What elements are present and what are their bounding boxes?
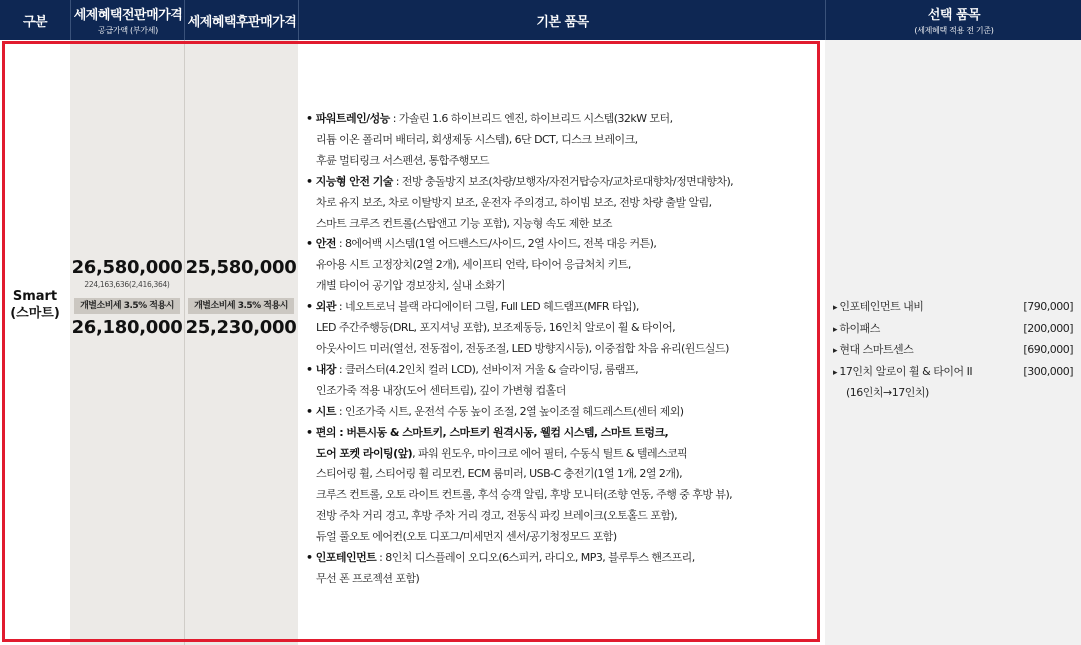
basic-item-line [306, 276, 816, 297]
basic-item-label: • 지능형 안전 기술 [306, 174, 393, 188]
basic-item-text: 전방 주차 거리 경고, 후방 주차 거리 경고, 전동식 파킹 브레이크(오토홀드 포함), [316, 509, 678, 523]
basic-item-text: : 가솔린 1.6 하이브리드 엔진, 하이브리드 시스템(32kW 모터, [389, 112, 673, 125]
price-before-column [70, 40, 184, 645]
basic-item-line [306, 464, 816, 485]
basic-item-line [306, 255, 816, 276]
header-options-sub: (세제혜택 적용 전 기준) [914, 26, 994, 35]
basic-item-line [306, 402, 816, 423]
basic-item-line [306, 569, 816, 590]
basic-item-text: : 8에어백 시스템(1열 어드밴스드/사이드, 2열 사이드, 전복 대응 커튼), [335, 237, 657, 251]
option-item [833, 340, 1073, 362]
trim-name [0, 288, 70, 322]
basic-item-line [306, 193, 816, 214]
option-name: ▸ 인포테인먼트 내비 [833, 297, 923, 319]
basic-item-text: : 네오트로닉 블랙 라디에이터 그릴, Full LED 헤드램프(MFR 타입), [335, 300, 639, 314]
option-price: [300,000] [1023, 364, 1073, 378]
option-item [833, 297, 1073, 319]
basic-item-line [306, 214, 816, 235]
basic-item-line [306, 297, 816, 318]
basic-item-line [306, 527, 816, 548]
basic-item-line [306, 172, 816, 193]
tax-tag: 개별소비세 3.5% 적용시 [188, 298, 294, 314]
basic-item-line [306, 444, 816, 465]
basic-item-label: • 안전 [306, 237, 336, 251]
basic-item-text: : 인조가죽 시트, 운전석 수동 높이 조절, 2열 높이조절 헤드레스트(센터 제외) [335, 404, 684, 418]
trim-column [0, 40, 70, 645]
basic-item-line [306, 151, 816, 172]
basic-item-text: : 전방 충돌방지 보조(차량/보행자/자전거탑승자/교차로대향차/정면대향차), [392, 174, 734, 188]
header-options [825, 0, 1081, 40]
option-name: ▸ 17인치 알로이 휠 & 타이어 II [833, 362, 972, 384]
basic-item-line [306, 381, 816, 402]
basic-item-text: 후륜 멀티링크 서스펜션, 통합주행모드 [316, 153, 490, 167]
option-name: ▸ 하이패스 [833, 319, 880, 341]
option-price: [200,000] [1023, 321, 1073, 335]
price-before-value: 26,580,000 [71, 257, 183, 278]
basic-item-text: 아웃사이드 미러(열선, 전동접이, 전동조절, LED 방향지시등), 이중접합 차음 유리(윈드실드) [316, 341, 729, 355]
basic-item-text: 인조가죽 적용 내장(도어 센터트림), 깊이 가변형 컵홀더 [316, 383, 566, 397]
basic-item-text: 유아용 시트 고정장치(2열 2개), 세이프티 언락, 타이어 응급처치 키트, [316, 258, 631, 272]
price-after-column [184, 40, 299, 645]
price-after-value: 25,580,000 [185, 257, 297, 278]
basic-item [306, 109, 816, 172]
price-before-supply: 224,163,636(2,416,364) [84, 280, 170, 289]
basic-item-text: LED 주간주행등(DRL, 포지셔닝 포함), 보조제동등, 16인치 알로이 휠 & 타이어, [316, 321, 676, 335]
header-category-label: 구분 [22, 14, 48, 30]
price-after-spacer [184, 280, 298, 290]
basic-item-line [306, 485, 816, 506]
basic-item-line [306, 234, 816, 255]
header-price-before [70, 0, 185, 40]
basic-item-text: 차로 유지 보조, 차로 이탈방지 보조, 운전자 주의경고, 하이빔 보조, 전방 차량 출발 알림, [316, 195, 712, 209]
basic-item [306, 360, 816, 402]
header-basic-items-title: 기본 품목 [536, 14, 589, 30]
basic-item-label: • 외관 [306, 300, 336, 314]
basic-item [306, 402, 816, 423]
basic-item-line [306, 506, 816, 527]
basic-item-label: • 편의 [306, 425, 336, 439]
option-item [833, 362, 1073, 384]
basic-item [306, 423, 816, 548]
option-item [833, 319, 1073, 341]
basic-item-line [306, 423, 816, 444]
basic-item-line [306, 360, 816, 381]
basic-item-text: 무선 폰 프로젝션 포함) [316, 571, 420, 585]
basic-item-line [306, 130, 816, 151]
basic-item-text: : 클러스터(4.2인치 컬러 LCD), 선바이저 거울 & 슬라이딩, 룸램프, [335, 362, 639, 376]
basic-item-text: : 버튼시동 & 스마트키, 스마트키 원격시동, 웰컴 시스템, 스마트 트렁크, [335, 425, 669, 439]
option-sub: (16인치→17인치) [846, 386, 929, 399]
options-list [833, 297, 1073, 404]
basic-item-line [306, 548, 816, 569]
basic-item-text: 크루즈 컨트롤, 오토 라이트 컨트롤, 후석 승객 알림, 후방 모니터(조향 연동, 주행 중 후방 뷰), [316, 488, 733, 502]
basic-item [306, 548, 816, 590]
basic-items-list [306, 109, 816, 590]
basic-item-text: 도어 포켓 라이팅(앞), 파워 윈도우, 마이크로 에어 필터, 수동식 틸트 & 텔레스코픽 [316, 446, 688, 460]
basic-item [306, 172, 816, 235]
basic-item [306, 297, 816, 360]
tax-tag: 개별소비세 3.5% 적용시 [74, 298, 180, 314]
basic-item-line [306, 318, 816, 339]
header-price-after [184, 0, 299, 40]
price-before-box [70, 256, 184, 340]
basic-item-line [306, 109, 816, 130]
header-basic-items [298, 0, 826, 40]
option-price: [690,000] [1023, 343, 1073, 356]
header-category [0, 0, 70, 40]
basic-item-text: 개별 타이어 공기압 경보장치, 실내 소화기 [316, 279, 505, 293]
basic-item [306, 234, 816, 297]
basic-item-text: 리튬 이온 폴리머 배터리, 회생제동 시스템), 6단 DCT, 디스크 브레이크, [316, 132, 638, 146]
basic-item-label: • 파워트레인/성능 [306, 112, 390, 125]
header-price-before-title: 세제혜택전판매가격 [73, 8, 183, 23]
basic-item-text: 스마트 크루즈 컨트롤(스탑앤고 기능 포함), 지능형 속도 제한 보조 [316, 216, 612, 230]
price-after-tax-value: 25,230,000 [185, 317, 297, 338]
basic-item-text: 듀얼 풀오토 에어컨(오토 디포그/미세먼지 센서/공기청정모드 포함) [316, 530, 617, 544]
price-before-tax-value: 26,180,000 [71, 317, 183, 338]
basic-item-text: : 8인치 디스플레이 오디오(6스피커, 라디오, MP3, 블루투스 핸즈프리, [376, 551, 695, 565]
basic-item-text: 스티어링 휠, 스티어링 휠 리모컨, ECM 룸미러, USB-C 충전기(1열 1개, 2열 2개), [316, 467, 683, 481]
basic-item-label: • 인포테인먼트 [306, 551, 377, 565]
option-price: [790,000] [1023, 300, 1073, 313]
basic-item-label: • 시트 [306, 404, 336, 418]
header-price-before-sub: 공급가액 (부가세) [98, 26, 158, 35]
header-price-after-title: 세제혜택후판매가격 [187, 14, 297, 30]
trim-name-line1: Smart [12, 289, 58, 304]
header-options-title: 선택 품목 [927, 8, 981, 23]
basic-item-line [306, 339, 816, 360]
price-after-box [184, 256, 298, 340]
basic-item-label: • 내장 [306, 362, 336, 376]
trim-name-line2: (스마트) [10, 306, 60, 321]
option-name: ▸ 현대 스마트센스 [833, 340, 913, 362]
